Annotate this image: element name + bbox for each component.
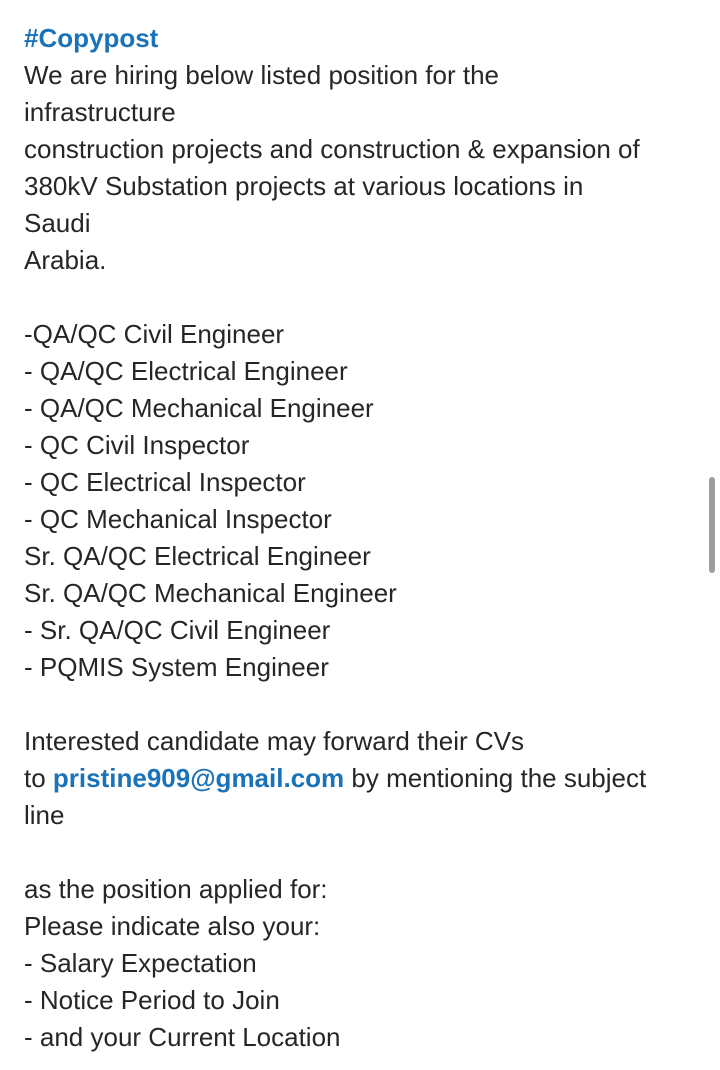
email-link[interactable]: pristine909@gmail.com [52,763,345,793]
position-item: -QA/QC Civil Engineer [24,319,285,349]
position-item: Sr. QA/QC Mechanical Engineer [24,578,397,608]
apply-email-line [24,760,704,797]
position-item: - Sr. QA/QC Civil Engineer [24,615,331,645]
position-item: - QC Civil Inspector [24,430,250,460]
spacer [24,279,704,316]
intro-line: We are hiring below listed position for the [24,60,499,90]
post-content [24,20,704,1056]
position-item: - QC Electrical Inspector [24,467,306,497]
closing-line: Please indicate also your: [24,911,321,941]
closing-line: - Notice Period to Join [24,985,280,1015]
intro-line: Saudi [24,208,91,238]
spacer [24,686,704,723]
position-item: - QA/QC Mechanical Engineer [24,393,374,423]
apply-line: line [24,800,65,830]
hashtag-link[interactable]: #Copypost [24,23,159,53]
intro-line: infrastructure [24,97,176,127]
apply-line: Interested candidate may forward their CVs [24,726,525,756]
position-item: - PQMIS System Engineer [24,652,329,682]
position-item: Sr. QA/QC Electrical Engineer [24,541,371,571]
closing-line: - Salary Expectation [24,948,257,978]
position-item: - QA/QC Electrical Engineer [24,356,348,386]
positions-list [24,316,704,686]
position-item: - QC Mechanical Inspector [24,504,332,534]
apply-prefix: to [24,763,53,793]
closing-line: as the position applied for: [24,874,328,904]
intro-line: Arabia. [24,245,107,275]
apply-suffix: by mentioning the subject [344,763,647,793]
spacer [24,834,704,871]
intro-line: construction projects and construction & expansion of [24,134,640,164]
closing-line: - and your Current Location [24,1022,341,1052]
intro-line: 380kV Substation projects at various locations in [24,171,584,201]
scrollbar-thumb[interactable] [709,477,715,573]
